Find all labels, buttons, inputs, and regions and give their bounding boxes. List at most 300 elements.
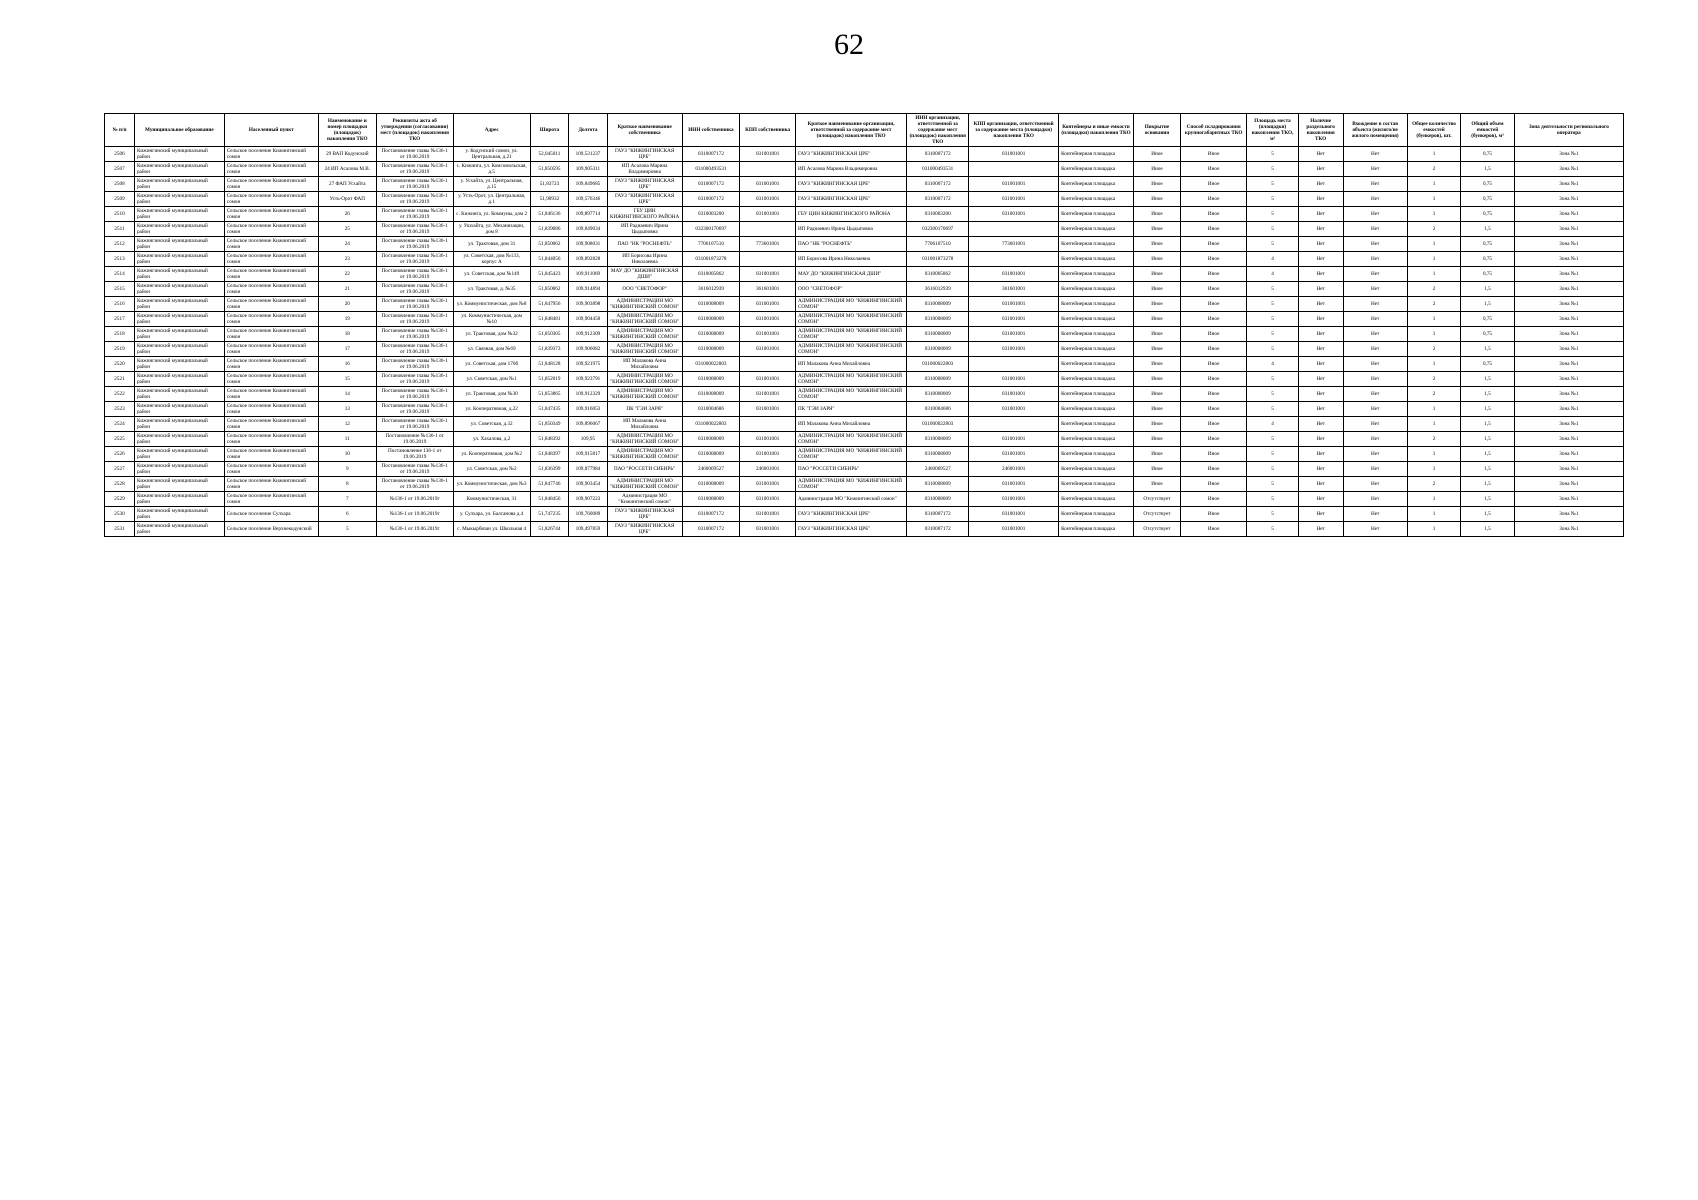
table-cell: Иное [1181, 207, 1247, 222]
table-cell: 109,877984 [569, 462, 608, 477]
table-cell: 7706107510 [907, 237, 969, 252]
table-cell: Нет [1298, 372, 1343, 387]
table-cell: ул. Советская, дом №149 [453, 267, 530, 282]
table-cell: 109,576346 [569, 192, 608, 207]
table-cell: АДМИНИСТРАЦИЯ МО "КИЖИНГИНСКИЙ СОМОН" [607, 342, 682, 357]
table-cell: Контейнерная площадка [1059, 342, 1134, 357]
table-cell: 2515 [105, 282, 135, 297]
table-cell: 2521 [105, 372, 135, 387]
table-cell: 109,906082 [569, 342, 608, 357]
table-cell: 2510 [105, 207, 135, 222]
table-cell: 1 [1407, 252, 1460, 267]
table-cell: 1 [1407, 312, 1460, 327]
table-cell: ПАО "НК "РОСНЕФТЬ" [795, 237, 906, 252]
table-cell: Нет [1343, 192, 1407, 207]
table-cell: Отсутствует [1133, 507, 1180, 522]
table-cell: 031001001 [969, 207, 1059, 222]
table-cell: 5 [1247, 192, 1298, 207]
table-cell: Иное [1133, 207, 1180, 222]
table-row [105, 312, 1624, 327]
table-cell: 0310008009 [907, 372, 969, 387]
header-row [105, 114, 1624, 147]
table-cell: 031001001 [969, 342, 1059, 357]
table-cell: Контейнерная площадка [1059, 477, 1134, 492]
table-cell: 2 [1407, 387, 1460, 402]
table-cell: 031001001 [969, 522, 1059, 537]
table-cell: 1 [1407, 237, 1460, 252]
table-cell: Сельское поселение Кижингинский сомон [224, 252, 318, 267]
table-cell: 5 [1247, 207, 1298, 222]
table-cell: Постановление главы №136-1 от 19.06.2019 [376, 342, 453, 357]
table-cell: 0310008009 [907, 297, 969, 312]
table-cell: Иное [1133, 342, 1180, 357]
table-cell: ПК "ГЭИ ЗАРЯ" [795, 402, 906, 417]
table-cell: у. Усхайта, ул. Центральная, д.15 [453, 177, 530, 192]
table-cell: Кижингинский муниципальный район [134, 222, 224, 237]
table-cell: 109,916053 [569, 402, 608, 417]
table-cell: 109,923791 [569, 372, 608, 387]
table-cell: 5 [318, 522, 376, 537]
table-cell: Постановление главы №136-1 от 19.06.2019 [376, 402, 453, 417]
table-cell: 21 [318, 282, 376, 297]
table-cell: 031001001 [969, 147, 1059, 162]
table-cell: 5 [1247, 402, 1298, 417]
table-cell: АДМИНИСТРАЦИЯ МО "КИЖИНГИНСКИЙ СОМОН" [795, 447, 906, 462]
table-row [105, 402, 1624, 417]
table-cell: 109,897714 [569, 207, 608, 222]
table-cell: 031001001 [969, 297, 1059, 312]
table-cell: Нет [1298, 522, 1343, 537]
table-cell: у. Ушхайта, ул. Механизации, дом 8 [453, 222, 530, 237]
table-cell: 031001001 [740, 192, 796, 207]
table-cell: Постановление главы №136-1 от 19.06.2019 [376, 177, 453, 192]
table-cell: 1 [1407, 177, 1460, 192]
table-cell: 13 [318, 402, 376, 417]
table-cell: Зона №1 [1514, 417, 1623, 432]
table-cell: 031000493531 [907, 162, 969, 177]
table-cell: Сельское поселение Кижингинский сомон [224, 282, 318, 297]
table-cell: Сельское поселение Кижингинский сомон [224, 267, 318, 282]
table-cell: 0,75 [1461, 237, 1514, 252]
table-cell: 2529 [105, 492, 135, 507]
table-cell: 109,849685 [569, 177, 608, 192]
table-cell: 1 [1407, 327, 1460, 342]
table-cell: Постановление главы №136-1 от 19.06.2019 [376, 387, 453, 402]
table-cell: 2 [1407, 432, 1460, 447]
table-cell: 0310008009 [682, 297, 740, 312]
table-cell: ул. Трактовая, дом №32 [453, 327, 530, 342]
column-header: Муниципальное образование [134, 114, 224, 147]
table-cell: АДМИНИСТРАЦИЯ МО "КИЖИНГИНСКИЙ СОМОН" [795, 477, 906, 492]
table-cell: Кижингинский муниципальный район [134, 267, 224, 282]
table-cell: Контейнерная площадка [1059, 282, 1134, 297]
table-cell: Зона №1 [1514, 282, 1623, 297]
table-cell: Нет [1298, 387, 1343, 402]
table-cell: с. Кижинга, ул. Коммуны, дом 2 [453, 207, 530, 222]
table-cell: 0310007172 [682, 522, 740, 537]
table-cell: Кижингинский муниципальный район [134, 192, 224, 207]
table-cell: Нет [1343, 327, 1407, 342]
table-cell: Зона №1 [1514, 357, 1623, 372]
table-cell: 1,5 [1461, 342, 1514, 357]
table-cell: Контейнерная площадка [1059, 507, 1134, 522]
table-cell: Кижингинский муниципальный район [134, 462, 224, 477]
table-cell: 0310008009 [907, 432, 969, 447]
table-cell: Контейнерная площадка [1059, 222, 1134, 237]
table-cell: ГАУЗ "КИЖИНГИНСКАЯ ЦРБ" [795, 522, 906, 537]
table-cell: Сельское поселение Верхнекодунский [224, 522, 318, 537]
table-cell: 1 [1407, 492, 1460, 507]
table-cell: АДМИНИСТРАЦИЯ МО "КИЖИНГИНСКИЙ СОМОН" [795, 312, 906, 327]
table-cell: АДМИНИСТРАЦИЯ МО "КИЖИНГИНСКИЙ СОМОН" [607, 447, 682, 462]
table-row [105, 297, 1624, 312]
table-row [105, 282, 1624, 297]
table-cell: 5 [1247, 492, 1298, 507]
table-cell: ул. Коммунистическая, дом №3 [453, 477, 530, 492]
table-cell: 2 [1407, 222, 1460, 237]
table-cell: 5 [1247, 507, 1298, 522]
column-header: Населенный пункт [224, 114, 318, 147]
table-cell: 0310004686 [907, 402, 969, 417]
table-cell: Иное [1181, 462, 1247, 477]
table-cell: Нет [1343, 147, 1407, 162]
table-cell: АДМИНИСТРАЦИЯ МО "КИЖИНГИНСКИЙ СОМОН" [795, 372, 906, 387]
table-row [105, 327, 1624, 342]
table-cell: 031001001 [740, 297, 796, 312]
table-cell: 4 [1247, 417, 1298, 432]
table-cell: 2516 [105, 297, 135, 312]
table-cell: 12 [318, 417, 376, 432]
table-cell: 4 [1247, 252, 1298, 267]
table-cell: Кижингинский муниципальный район [134, 297, 224, 312]
table-cell: ул. Советская, д.32 [453, 417, 530, 432]
table-cell: 2514 [105, 267, 135, 282]
table-cell: 51,848481 [530, 312, 569, 327]
table-cell: Постановление главы №136-1 от 19.06.2019 [376, 192, 453, 207]
table-cell: 1,5 [1461, 447, 1514, 462]
table-cell: ул. Советская, дом 170б [453, 357, 530, 372]
table-cell: 51,90932 [530, 192, 569, 207]
table-cell: 2 [1407, 162, 1460, 177]
table-cell: 5 [1247, 477, 1298, 492]
table-cell: Иное [1133, 252, 1180, 267]
column-header: Зона деятельности регионального оператора [1514, 114, 1623, 147]
table-cell: 1 [1407, 147, 1460, 162]
table-cell: 0310007172 [907, 177, 969, 192]
table-cell: Сельское поселение Сулхара [224, 507, 318, 522]
table-cell: 0310008009 [907, 447, 969, 462]
table-cell: с. Мыкырбязан ул. Школьная 4 [453, 522, 530, 537]
table-cell: Кижингинский муниципальный район [134, 177, 224, 192]
table-cell: Иное [1181, 372, 1247, 387]
table-cell: Сельское поселение Кижингинский сомон [224, 207, 318, 222]
table-cell: у. Кодунский сомон, ул. Центральная, д.21 [453, 147, 530, 162]
table-cell: Иное [1181, 342, 1247, 357]
table-cell: 0310008009 [907, 342, 969, 357]
table-cell: Зона №1 [1514, 387, 1623, 402]
table-row [105, 222, 1624, 237]
table-cell: 4 [1247, 357, 1298, 372]
table-cell: 2523 [105, 402, 135, 417]
table-cell: 5 [1247, 462, 1298, 477]
table-cell: Нет [1343, 177, 1407, 192]
table-cell: 0310008009 [907, 387, 969, 402]
table-cell: 109,921975 [569, 357, 608, 372]
table-cell: Нет [1343, 432, 1407, 447]
table-cell: Иное [1181, 402, 1247, 417]
table-cell: АДМИНИСТРАЦИЯ МО "КИЖИНГИНСКИЙ СОМОН" [607, 297, 682, 312]
table-cell: Сельское поселение Кижингинский сомон [224, 357, 318, 372]
table-cell: 109,912309 [569, 327, 608, 342]
table-cell: ПК "ГЭИ ЗАРЯ" [607, 402, 682, 417]
table-cell: 1,5 [1461, 282, 1514, 297]
table-cell: Постановление главы №136-1 от 19.06.2019 [376, 312, 453, 327]
table-cell: АДМИНИСТРАЦИЯ МО "КИЖИНГИНСКИЙ СОМОН" [795, 432, 906, 447]
table-cell: 51,848128 [530, 357, 569, 372]
table-cell [740, 222, 796, 237]
table-cell: 031001001 [740, 387, 796, 402]
table-cell: Зона №1 [1514, 492, 1623, 507]
table-cell: 031001001 [969, 177, 1059, 192]
column-header: Долгота [569, 114, 608, 147]
table-cell: Постановление главы №136-1 от 19.06.2019 [376, 147, 453, 162]
table-cell: Нет [1343, 162, 1407, 177]
table-cell: 17 [318, 342, 376, 357]
table-cell: Иное [1133, 147, 1180, 162]
table-cell: 5 [1247, 162, 1298, 177]
table-cell: Постановление главы №136-1 от 19.06.2019 [376, 357, 453, 372]
table-cell: 031001001 [969, 327, 1059, 342]
table-cell: 2522 [105, 387, 135, 402]
table-cell: 11 [318, 432, 376, 447]
table-cell: Сельское поселение Кижингинский сомон [224, 342, 318, 357]
table-cell: 109,907223 [569, 492, 608, 507]
table-cell: Иное [1181, 162, 1247, 177]
table-cell: 22 [318, 267, 376, 282]
table-cell: 0,75 [1461, 252, 1514, 267]
table-cell: 031000022803 [907, 357, 969, 372]
table-cell: Нет [1298, 342, 1343, 357]
table-cell: 51,846136 [530, 207, 569, 222]
table-cell: 0310007172 [907, 192, 969, 207]
table-row [105, 147, 1624, 162]
table-cell: 031001001 [740, 447, 796, 462]
table-cell: 27 ФАП Усхайта [318, 177, 376, 192]
table-cell: 109,531237 [569, 147, 608, 162]
table-cell: Кижингинский муниципальный район [134, 342, 224, 357]
table-cell: 0310008009 [682, 447, 740, 462]
table-cell: 031001873278 [907, 252, 969, 267]
table-cell: 031001001 [740, 177, 796, 192]
table-cell: Иное [1181, 192, 1247, 207]
table-cell: 0310008009 [907, 492, 969, 507]
table-cell: АДМИНИСТРАЦИЯ МО "КИЖИНГИНСКИЙ СОМОН" [795, 342, 906, 357]
table-cell: Кижингинский муниципальный район [134, 327, 224, 342]
table-cell: 51,850062 [530, 282, 569, 297]
table-cell: 23 [318, 252, 376, 267]
table-cell: АДМИНИСТРАЦИЯ МО "КИЖИНГИНСКИЙ СОМОН" [795, 297, 906, 312]
table-cell: 109,908031 [569, 237, 608, 252]
table-cell: 109,915817 [569, 447, 608, 462]
table-cell: Контейнерная площадка [1059, 312, 1134, 327]
table-cell: 031001001 [740, 147, 796, 162]
table-cell: у. Усть-Орот, ул. Центральная, д.1 [453, 192, 530, 207]
table-cell: Иное [1181, 237, 1247, 252]
table-cell: 2 [1407, 282, 1460, 297]
table-cell: 51,852019 [530, 372, 569, 387]
table-cell: Постановление главы №136-1 от 19.06.2019 [376, 297, 453, 312]
page-number: 62 [834, 28, 864, 61]
table-cell: 0310007172 [907, 147, 969, 162]
table-cell: Кижингинский муниципальный район [134, 252, 224, 267]
table-cell: 51,850062 [530, 237, 569, 252]
table-row [105, 417, 1624, 432]
table-cell: Зона №1 [1514, 372, 1623, 387]
table-cell: Зона №1 [1514, 447, 1623, 462]
table-cell: 3616012939 [907, 282, 969, 297]
table-cell: 031000022803 [682, 357, 740, 372]
column-header: Краткое наименование собственника [607, 114, 682, 147]
table-cell: Нет [1343, 282, 1407, 297]
table-cell: ГБУ ЦИН КИЖИНГИНСКОГО РАЙОНА [607, 207, 682, 222]
table-cell: 361601001 [969, 282, 1059, 297]
table-cell: 031001001 [969, 477, 1059, 492]
table-cell: 0,75 [1461, 177, 1514, 192]
table-cell: Контейнерная площадка [1059, 192, 1134, 207]
table-cell: 24 [318, 237, 376, 252]
table-cell: 246001001 [740, 462, 796, 477]
table-cell: Зона №1 [1514, 207, 1623, 222]
table-cell: 5 [1247, 522, 1298, 537]
table-cell: 1 [1407, 267, 1460, 282]
table-cell: 109,912329 [569, 387, 608, 402]
table-cell: 2513 [105, 252, 135, 267]
table-cell: Сельское поселение Кижингинский сомон [224, 177, 318, 192]
table-cell: АДМИНИСТРАЦИЯ МО "КИЖИНГИНСКИЙ СОМОН" [607, 387, 682, 402]
table-cell: Кижингинский муниципальный район [134, 207, 224, 222]
table-cell: 0310008009 [907, 312, 969, 327]
table-cell: 18 [318, 327, 376, 342]
table-cell [740, 162, 796, 177]
table-cell: Сельское поселение Кижингинский сомон [224, 447, 318, 462]
table-cell: 031001001 [969, 372, 1059, 387]
table-cell: Нет [1298, 147, 1343, 162]
table-cell: Зона №1 [1514, 522, 1623, 537]
table-cell: МАУ ДО "КИЖИНГИНСКАЯ ДШИ" [795, 267, 906, 282]
table-cell: 1,5 [1461, 432, 1514, 447]
table-cell: 109,849034 [569, 222, 608, 237]
table-cell [740, 252, 796, 267]
table-cell: Отсутствует [1133, 522, 1180, 537]
table-cell: 109,760089 [569, 507, 608, 522]
table-cell: 031001001 [969, 267, 1059, 282]
table-cell: 29 ВАП Кодунский [318, 147, 376, 162]
table-cell: 2 [1407, 297, 1460, 312]
table-cell: Иное [1181, 282, 1247, 297]
table-cell: 031001001 [740, 507, 796, 522]
table-row [105, 432, 1624, 447]
table-cell: 0,75 [1461, 207, 1514, 222]
table-cell: Иное [1181, 387, 1247, 402]
table-cell [969, 252, 1059, 267]
table-cell: Нет [1298, 207, 1343, 222]
table-row [105, 357, 1624, 372]
table-cell: 1 [1407, 192, 1460, 207]
table-cell: 109,892828 [569, 252, 608, 267]
table-cell: Нет [1298, 507, 1343, 522]
table-cell: 109,497859 [569, 522, 608, 537]
table-cell: 1,5 [1461, 162, 1514, 177]
table-cell: Иное [1181, 492, 1247, 507]
table-cell: Сельское поселение Кижингинский сомон [224, 402, 318, 417]
table-cell: 19 [318, 312, 376, 327]
table-cell: Нет [1343, 357, 1407, 372]
table-cell: Контейнерная площадка [1059, 462, 1134, 477]
table-cell [740, 357, 796, 372]
table-cell: Нет [1343, 477, 1407, 492]
table-cell: 5 [1247, 282, 1298, 297]
table-cell: 5 [1247, 177, 1298, 192]
column-header: Наличие раздельного накопления ТКО [1298, 114, 1343, 147]
table-cell: ул. Коммунистическая, дом №10 [453, 312, 530, 327]
table-cell: 0310008009 [682, 492, 740, 507]
table-cell: 25 [318, 222, 376, 237]
table-cell: ГАУЗ "КИЖИНГИНСКАЯ ЦРБ" [607, 177, 682, 192]
table-cell: Контейнерная площадка [1059, 252, 1134, 267]
table-row [105, 507, 1624, 522]
table-cell: 2 [1407, 477, 1460, 492]
table-cell: ГБУ ЦИН КИЖИНГИНСКОГО РАЙОНА [795, 207, 906, 222]
table-cell: 0310008009 [907, 327, 969, 342]
table-cell: Зона №1 [1514, 327, 1623, 342]
table-body [105, 147, 1624, 537]
table-cell: с. Кижинга, ул. Комсомольская, д.5 [453, 162, 530, 177]
table-cell: 0310007172 [682, 177, 740, 192]
table-cell: Нет [1343, 507, 1407, 522]
table-cell: 1 [1407, 447, 1460, 462]
table-cell: 51,848456 [530, 492, 569, 507]
table-cell: ул. Советская, дом №2 [453, 462, 530, 477]
table-cell: Сельское поселение Кижингинский сомон [224, 222, 318, 237]
table-cell: Постановление главы №136-1 от 19.06.2019 [376, 477, 453, 492]
table-cell: 1,5 [1461, 507, 1514, 522]
table-cell: 1,5 [1461, 417, 1514, 432]
table-cell: Сельское поселение Кижингинский сомон [224, 297, 318, 312]
table-cell: Иное [1181, 147, 1247, 162]
table-cell: 51,850305 [530, 327, 569, 342]
table-cell: АДМИНИСТРАЦИЯ МО "КИЖИНГИНСКИЙ СОМОН" [607, 372, 682, 387]
table-cell: Контейнерная площадка [1059, 327, 1134, 342]
table-cell: Иное [1181, 477, 1247, 492]
table-cell: Кижингинский муниципальный район [134, 312, 224, 327]
column-header: Общее количество емкостей (бункеров), шт. [1407, 114, 1460, 147]
table-row [105, 477, 1624, 492]
table-cell: 031000022803 [907, 417, 969, 432]
table-cell: 0,75 [1461, 357, 1514, 372]
table-cell: Нет [1298, 282, 1343, 297]
table-cell: Иное [1133, 297, 1180, 312]
table-row [105, 177, 1624, 192]
column-header: Площадь места (площадки) накопления ТКО, м² [1247, 114, 1298, 147]
table-cell: Контейнерная площадка [1059, 147, 1134, 162]
table-cell: 0,75 [1461, 267, 1514, 282]
table-cell: 773601001 [969, 237, 1059, 252]
table-cell: 51,83723 [530, 177, 569, 192]
table-cell: 1,5 [1461, 477, 1514, 492]
table-cell: Кижингинский муниципальный район [134, 237, 224, 252]
table-cell: 0310005862 [907, 267, 969, 282]
table-cell: 0310008009 [682, 312, 740, 327]
